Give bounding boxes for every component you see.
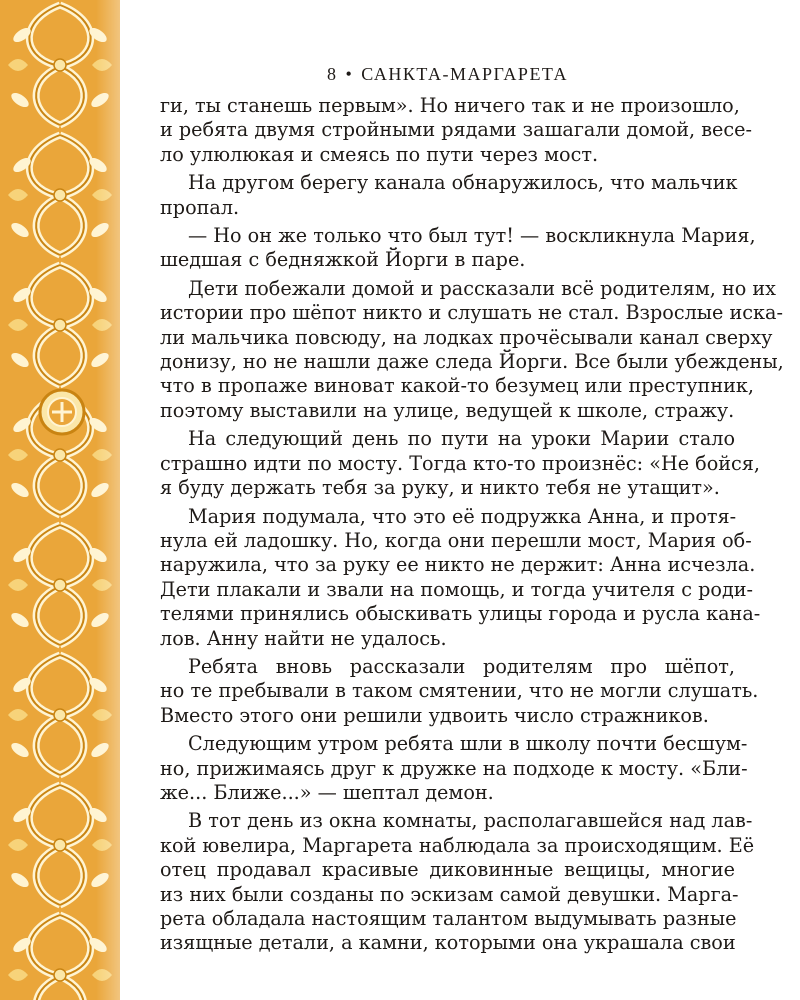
paragraph [160,276,784,423]
paragraph [160,809,755,955]
text-line: Дети плакали и звали на помощь, и тогда учителя с роди- [160,577,754,601]
text-line: В тот день из окна комнаты, располагавшейся над лав- [188,809,753,833]
text-line: изящные детали, а камни, которыми она украшала свои [160,931,736,955]
running-title: САНКТА-МАРГАРЕТА [361,64,569,84]
text-line: шедшая с бедняжкой Йорги в паре. [160,248,526,272]
text-line: пропал. [160,195,240,219]
paragraph [160,171,738,220]
text-line: Мария подумала, что это её подружка Анна, и протя- [188,504,737,528]
page-number: 8 [326,64,338,84]
text-line: ги, ты станешь первым». Но ничего так и не произошло, [160,94,740,117]
text-line: ли мальчика повсюду, на лодках прочёсывали канал сверху [160,325,773,349]
text-line: рета обладала настоящим талантом выдумывать разные [160,907,737,930]
text-line: нула ей ладошку. Но, когда они перешли мост, Мария об- [160,528,752,552]
text-line: Дети побежали домой и рассказали всё родителям, но их [188,276,776,300]
text-line: поэтому выставили на улице, ведущей к школе, стражу. [160,398,735,422]
text-line: из них были созданы по эскизам самой девушки. Марга- [160,882,739,906]
paragraph [160,94,753,167]
paragraph [160,427,760,500]
text-line: телями принялись обыскивать улицы города и русла кана- [160,602,761,626]
text-line: я буду держать тебя за руку, и никто тебя не утащит». [160,476,720,500]
paragraph [160,732,748,805]
text-line: и ребята двумя стройными рядами зашагали домой, весе- [160,118,753,142]
text-line: На следующий день по пути на уроки Марии стало [188,427,735,451]
text-line: что в пропаже виноват какой-то безумец или преступник, [160,374,754,398]
paragraph [160,504,761,651]
text-line: — Но он же только что был тут! — воскликнула Мария, [188,224,756,248]
paragraph [160,224,756,273]
text-line: отец продавал красивые диковинные вещицы, многие [160,858,735,882]
running-header [160,64,735,85]
paragraph [160,654,759,728]
text-line: Следующим утром ребята шли в школу почти бесшум- [188,732,748,756]
text-line: ло улюлюкая и смеясь по пути через мост. [160,142,599,166]
text-line: Вместо этого они решили удвоить число стражников. [160,703,709,727]
text-line: Ребята вновь рассказали родителям про шёпот, [188,654,735,678]
text-line: истории про шёпот никто и слушать не стал. Взрослые иска- [160,301,783,325]
text-line: кой ювелира, Маргарета наблюдала за происходящим. Её [160,833,755,857]
decorative-border-ornament [0,0,120,1000]
body-text [160,94,784,960]
text-line: На другом берегу канала обнаружилось, что мальчик [188,171,738,195]
header-separator: • [345,64,354,84]
text-line: наружила, что за руку ее никто не держит: Анна исчезла. [160,553,756,577]
text-line: страшно идти по мосту. Тогда кто-то произнёс: «Не бойся, [160,451,760,475]
text-line: донизу, но не нашли даже следа Йорги. Все были убеждены, [160,350,784,374]
text-line: лов. Анну найти не удалось. [160,626,447,650]
text-line: но те пребывали в таком смятении, что не могли слушать. [160,679,759,703]
text-line: же... Ближе...» — шептал демон. [160,780,494,804]
text-line: но, прижимаясь друг к дружке на подходе к мосту. «Бли- [160,756,748,780]
